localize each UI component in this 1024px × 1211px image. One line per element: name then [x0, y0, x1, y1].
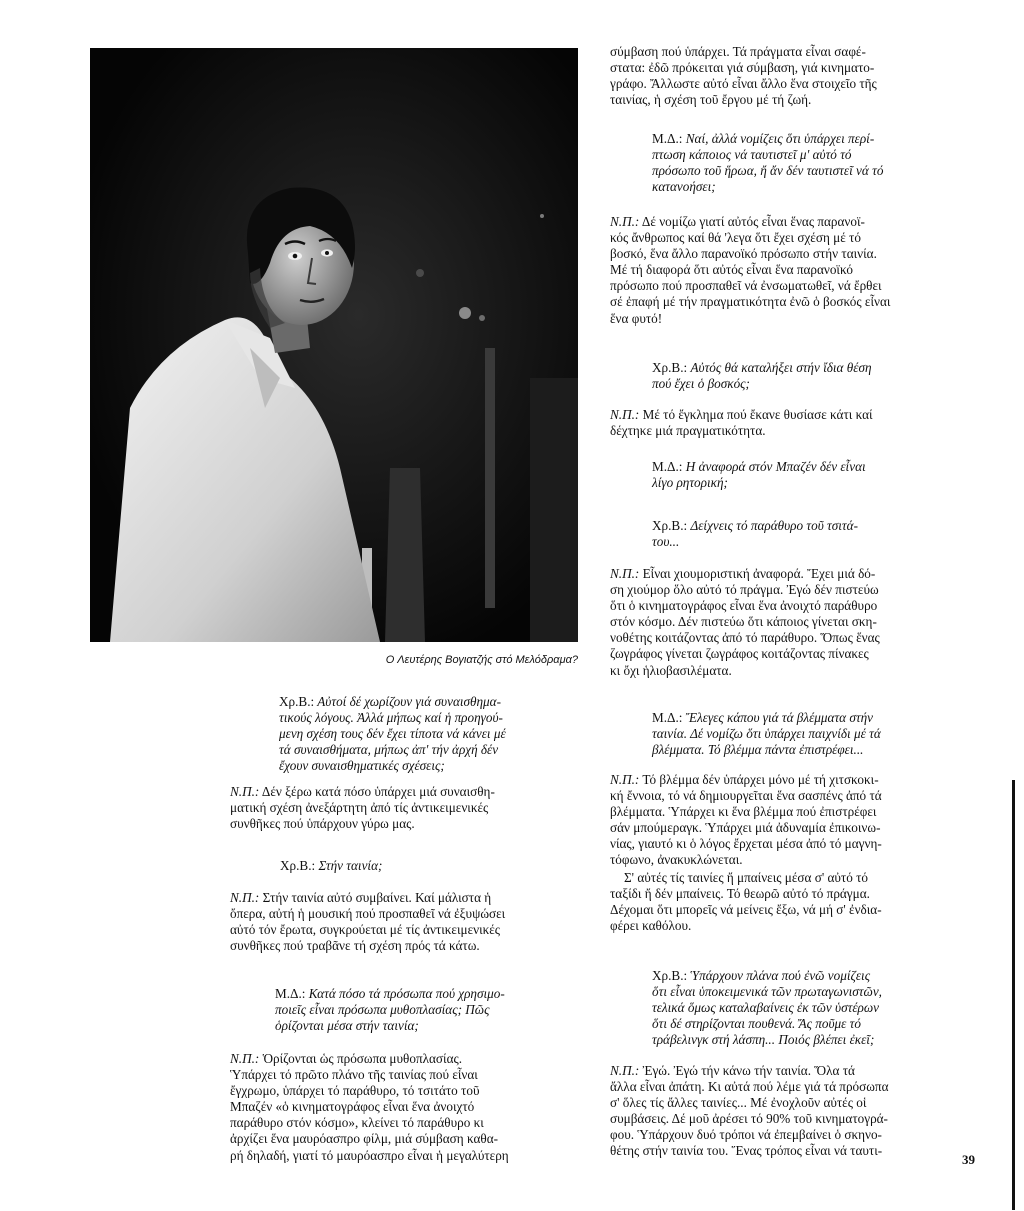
line: γράφο. Ἄλλωστε αὐτό εἶναι ἄλλο ἕνα στοιχεῖο τῆς	[610, 76, 877, 92]
line: Μέ τό ἔγκλημα πού ἔκανε θυσίασε κάτι καί	[642, 407, 873, 422]
interview-block-right-3	[652, 360, 964, 392]
line: πού ἔχει ὁ βοσκός;	[652, 376, 750, 392]
line: ἀρχίζει ἕνα μαυρόασπρο φίλμ, μιά σύμβαση καθα-	[230, 1131, 498, 1147]
speaker-label: Ν.Π.:	[610, 214, 640, 229]
line: συμβάσεις. Δέ μοῦ ἀρέσει τό 90% τοῦ κινηματογρά-	[610, 1111, 888, 1127]
line: λίγο ρητορική;	[652, 475, 728, 491]
speaker-label: Χρ.Β.:	[280, 858, 316, 873]
interview-block-right-11	[652, 968, 964, 1048]
line: τά συναισθήματα, μήπως ἀπ' τήν ἀρχή δέν	[279, 742, 499, 758]
speaker-label: Μ.Δ.:	[652, 459, 683, 474]
line: Μπαζέν «ὁ κινηματογράφος εἶναι ἕνα ἀνοιχτό	[230, 1099, 475, 1115]
speaker-label: Ν.Π.:	[230, 1051, 260, 1066]
line: στόν κόσμο. Δέν πιστεύω ὅτι κάποιος γίνεται σκη-	[610, 614, 877, 630]
line: ματική σχέση ἀνεξάρτητη ἀπό τίς ἀντικειμενικές	[230, 800, 489, 816]
line: κή ἔννοια, τό νά δημιουργεῖται ἕνα σασπένς ἀπό τά	[610, 788, 882, 804]
line: βλέμματα. Ὑπάρχει κι ἕνα βλέμμα πού ἐπιστρέφει	[610, 804, 877, 820]
line: ἕνα φυτό!	[610, 310, 663, 326]
page-number: 39	[962, 1152, 975, 1167]
line: Ἔλεγες κάπου γιά τά βλέμματα στήν	[685, 710, 874, 725]
line: κός ἄνθρωπος καί θά 'λεγα ὅτι ἔχει σχέση μέ τό	[610, 230, 861, 246]
line: βοσκό, ἕνα ἄλλο παρανοϊκό πρόσωπο στήν ταινία.	[610, 246, 877, 262]
page-edge-rule	[1012, 780, 1015, 1210]
line: πτωση κάποιος νά ταυτιστεῖ μ' αὐτό τό	[652, 147, 852, 163]
line: ὁρίζονται μέσα στήν ταινία;	[275, 1018, 419, 1034]
line: ταινίας, ἡ σχέση τοῦ ἔργου μέ τή ζωή.	[610, 92, 812, 108]
line: Δείχνεις τό παράθυρο τοῦ τσιτά-	[690, 518, 858, 533]
line: Δέ νομίζω γιατί αὐτός εἶναι ἕνας παρανοϊ-	[641, 214, 865, 229]
line: Αὐτοί δέ χωρίζουν γιά συναισθημα-	[317, 694, 501, 709]
line: ὄπερα, αὐτή ἡ μουσική πού προσπαθεῖ νά ἐξυψώσει	[230, 906, 506, 922]
line: Ὁρίζονται ὡς πρόσωπα μυθοπλασίας.	[262, 1051, 462, 1066]
speaker-label: Ν.Π.:	[610, 566, 640, 581]
line: θέτης στήν ταινία του. Ἕνας τρόπος εἶναι νά ταυτι-	[610, 1143, 883, 1159]
speaker-label: Ν.Π.:	[230, 784, 260, 799]
line: Σ' αὐτές τίς ταινίες ἤ μπαίνεις μέσα σ' αὐτό τό	[624, 870, 869, 885]
line: συνθῆκες πού τραβᾶνε τή σχέση πρός τά κάτω.	[230, 938, 480, 954]
interview-block-left-5	[275, 986, 577, 1034]
line: πρόσωπο τοῦ ἥρωα, ἤ ἄν δέν ταυτιστεῖ νά τό	[652, 163, 884, 179]
film-still-photo	[90, 48, 578, 642]
line: τικούς λόγους. Ἀλλά μήπως καί ἡ προηγού-	[279, 710, 503, 726]
speaker-label: Χρ.Β.:	[279, 694, 315, 709]
interview-block-right-1	[652, 131, 964, 195]
line: Η ἀναφορά στόν Μπαζέν δέν εἶναι	[685, 459, 866, 474]
line: Ἐγώ. Ἐγώ τήν κάνω τήν ταινία. Ὅλα τά	[642, 1063, 855, 1078]
line: Μέ τή διαφορά ὅτι αὐτός εἶναι ἕνα παρανοϊκό	[610, 262, 853, 278]
line: του...	[652, 534, 680, 550]
interview-block-right-5	[652, 459, 964, 491]
film-still-image	[90, 48, 578, 642]
line: φέρει καθόλου.	[610, 918, 692, 934]
photo-caption: Ο Λευτέρης Βογιατζής στό Μελόδραμα?	[385, 654, 578, 666]
speaker-label: Μ.Δ.:	[652, 710, 683, 725]
speaker-label: Ν.Π.:	[610, 407, 640, 422]
line: συνθῆκες πού ὑπάρχουν γύρω μας.	[230, 816, 415, 832]
line: Δέχομαι ὅτι μπορεῖς νά μείνεις ἔξω, νά μή σ' ἐνδια-	[610, 902, 882, 918]
line: Στήν ταινία αὐτό συμβαίνει. Καί μάλιστα ἡ	[262, 890, 492, 905]
line: ταινία. Δέ νομίζω ὅτι ὑπάρχει παιχνίδι μέ τά	[652, 726, 881, 742]
speaker-label: Μ.Δ.:	[275, 986, 306, 1001]
line: σέ ἐπαφή μέ τήν πραγματικότητα ἐνῶ ὁ βοσκός εἶναι	[610, 294, 891, 310]
line: ση χιούμορ ὅλο αὐτό τό πράγμα. Ἐγώ δέν πιστεύω	[610, 582, 879, 598]
interview-block-left-4	[230, 890, 576, 954]
interview-block-right-9	[610, 772, 964, 869]
line: ὅτι εἶναι ὑποκειμενικά τῶν πρωταγωνιστῶν,	[652, 984, 882, 1000]
speaker-label: Μ.Δ.:	[652, 131, 683, 146]
line: πρόσωπο πού προσπαθεῖ νά ἐνσωματωθεῖ, νά ἔρθει	[610, 278, 882, 294]
interview-block-right-2	[610, 214, 964, 327]
line: φου. Ὑπάρχουν δυό τρόποι νά ἐπεμβαίνει ὁ σκηνο-	[610, 1127, 882, 1143]
line: νοθέτης κοιτάζοντας ἀπό τό παράθυρο. Ὅπως ἕνας	[610, 630, 880, 646]
interview-block-left-1	[235, 694, 575, 774]
speaker-label: Χρ.Β.:	[652, 360, 688, 375]
line: αὐτό τόν ἔρωτα, συγκρούεται μέ τίς ἀντικειμενικές	[230, 922, 501, 938]
line: σ' ὅλες τίς ἄλλες ταινίες... Μέ ἐνοχλοῦν αὐτές οἱ	[610, 1095, 867, 1111]
line: ἔχουν συναισθηματικές σχέσεις;	[279, 758, 445, 774]
line: Κατά πόσο τά πρόσωπα πού χρησιμο-	[308, 986, 505, 1001]
line: Τό βλέμμα δέν ὑπάρχει μόνο μέ τή χιτσκοκι-	[642, 772, 879, 787]
line: δέχτηκε μιά πραγματικότητα.	[610, 423, 766, 439]
speaker-label: Ν.Π.:	[230, 890, 260, 905]
line: κι ὄχι ἡλιοβασιλέματα.	[610, 662, 732, 678]
line: τελικά ὅμως καταλαβαίνεις ἐκ τῶν ὑστέρων	[652, 1000, 880, 1016]
line: ὅτι δέ στηρίζονται πουθενά. Ἄς ποῦμε τό	[652, 1016, 861, 1032]
line: Δέν ξέρω κατά πόσο ὑπάρχει μιά συναισθη-	[261, 784, 495, 799]
line: νίας, γιαυτό κι ὁ λόγος ἔρχεται μέσα ἀπό τό μαγνη-	[610, 836, 882, 852]
interview-block-right-7	[610, 566, 964, 679]
interview-block-left-2	[230, 784, 576, 832]
speaker-label: Ν.Π.:	[610, 772, 640, 787]
interview-block-right-6	[652, 518, 964, 550]
line: ἄλλα εἶναι ἀπάτη. Κι αὐτά πού λέμε γιά τά πρόσωπα	[610, 1079, 889, 1095]
line: παράθυρο στόν κόσμο», κλείνει τό παράθυρο κι	[230, 1115, 484, 1131]
line: Στήν ταινία;	[318, 858, 383, 873]
line: Ὑπάρχει τό πρῶτο πλάνο τῆς ταινίας πού εἶναι	[230, 1067, 478, 1083]
line: Εἶναι χιουμοριστική ἀναφορά. Ἔχει μιά δό-	[642, 566, 876, 581]
line: μενη σχέση τους δέν ἔχει τίποτα νά κάνει μέ	[279, 726, 506, 742]
line: ταξίδι ἤ δέν μπαίνεις. Τό θεωρῶ αὐτό τό πράγμα.	[610, 886, 870, 902]
line: Αὐτός θά καταλήξει στήν ἴδια θέση	[690, 360, 872, 375]
line: τράβελινγκ στή λάσπη... Ποιός βλέπει ἐκεῖ;	[652, 1032, 875, 1048]
interview-block-right-12	[610, 1063, 964, 1160]
interview-block-right-4	[610, 407, 964, 439]
line: Ὑπάρχουν πλάνα πού ἐνῶ νομίζεις	[690, 968, 871, 983]
speaker-label: Ν.Π.:	[610, 1063, 640, 1078]
interview-intro-right	[610, 44, 964, 108]
speaker-label: Χρ.Β.:	[652, 968, 688, 983]
line: τόφωνο, ἀνακυκλώνεται.	[610, 852, 743, 868]
line: ὅτι ὁ κινηματογράφος εἶναι ἕνα ἀνοιχτό παράθυρο	[610, 598, 878, 614]
interview-block-left-6	[230, 1051, 576, 1164]
interview-block-left-3	[280, 858, 576, 874]
line: σάν μπούμεραγκ. Ὑπάρχει μιά ἀδυναμία ἐπικοινω-	[610, 820, 881, 836]
line: ζωγράφος γίνεται ζωγράφος κοιτάζοντας πίνακες	[610, 646, 869, 662]
line: βλέμματα. Τό βλέμμα πάντα ἐπιστρέφει...	[652, 742, 864, 758]
line: κατανοήσει;	[652, 179, 716, 195]
line: σύμβαση πού ὑπάρχει. Τά πράγματα εἶναι σαφέ-	[610, 44, 866, 59]
line: στατα: ἐδῶ πρόκειται γιά σύμβαση, γιά κινηματο-	[610, 60, 875, 76]
interview-block-right-10	[610, 870, 964, 934]
line: ρή δηλαδή, γιατί τό μαυρόασπρο εἶναι ἡ μεγαλύτερη	[230, 1147, 509, 1163]
line: Ναί, ἀλλά νομίζεις ὅτι ὑπάρχει περί-	[685, 131, 875, 146]
line: ἔγχρωμο, ὑπάρχει τό παράθυρο, τό τσιτάτο τοῦ	[230, 1083, 480, 1099]
line: ποιεῖς εἶναι πρόσωπα μυθοπλασίας; Πῶς	[275, 1002, 490, 1018]
interview-block-right-8	[652, 710, 964, 758]
speaker-label: Χρ.Β.:	[652, 518, 688, 533]
